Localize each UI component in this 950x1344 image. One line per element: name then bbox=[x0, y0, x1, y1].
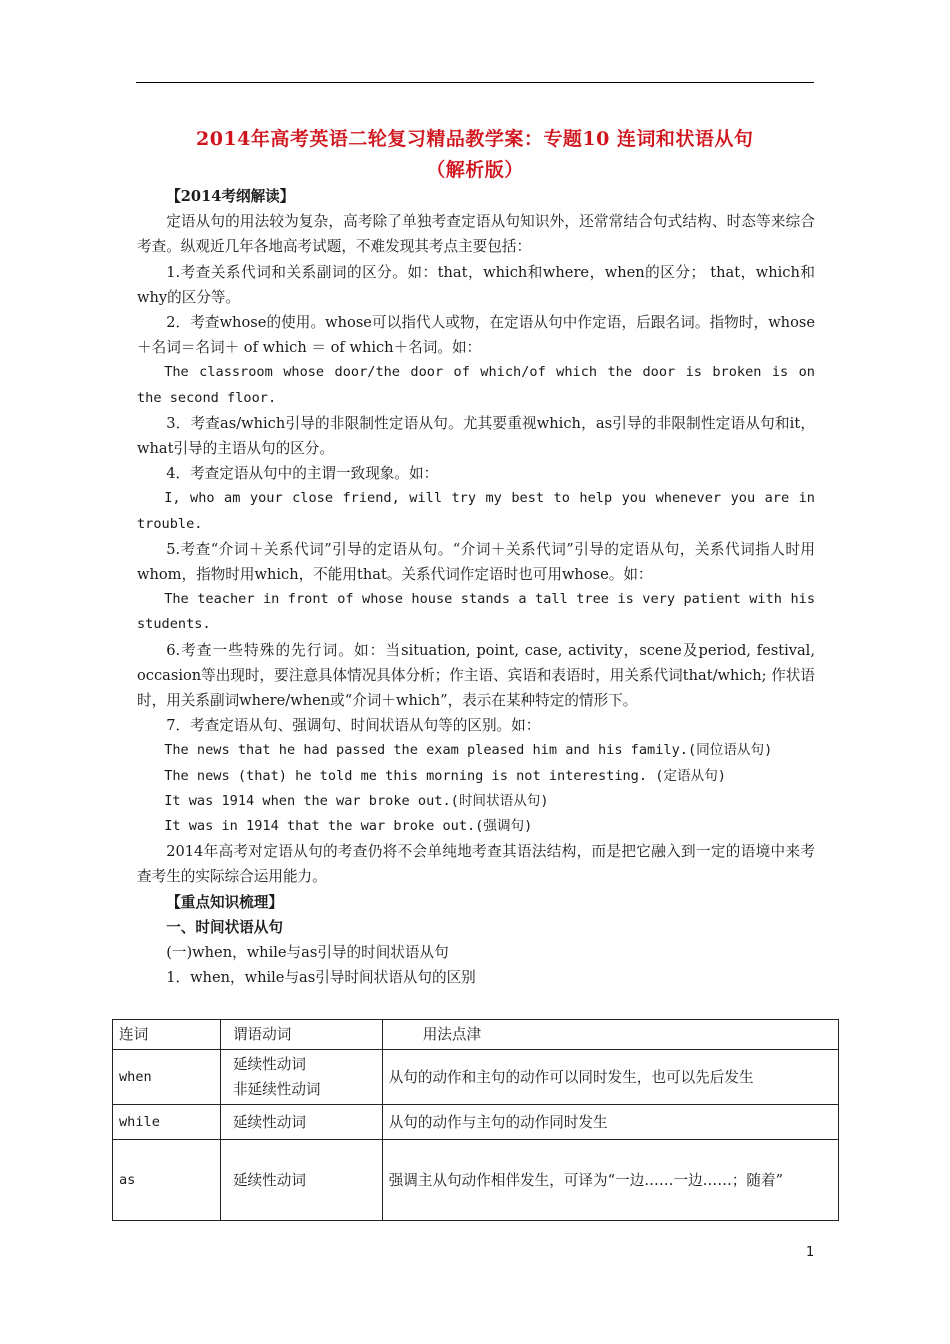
table-header-cell: 用法点津 bbox=[382, 1020, 838, 1050]
document-title: 2014年高考英语二轮复习精品教学案：专题10 连词和状语从句 bbox=[196, 128, 754, 150]
section-heading-syllabus: 【2014考纲解读】 bbox=[166, 188, 295, 205]
point-2: 2．考查whose的使用。whose可以指代人或物，在定语从句中作定语，后跟名词。指物时，whose＋名词＝名词＋ of which ＝ of which＋名词。如： bbox=[137, 314, 815, 357]
example-7a: The news that he had passed the exam pleased him and his family.(同位语从句) bbox=[164, 742, 773, 759]
point-4: 4．考查定语从句中的主谓一致现象。如： bbox=[166, 465, 439, 483]
table-row bbox=[113, 1105, 839, 1140]
example-7b: The news (that) he told me this morning is not interesting. (定语从句) bbox=[164, 767, 726, 784]
table-cell-usage: 从句的动作和主句的动作可以同时发生，也可以先后发生 bbox=[382, 1050, 838, 1105]
header-rule bbox=[136, 82, 814, 83]
point-3: 3．考查as/which引导的非限制性定语从句。尤其要重视which，as引导的非限制性定语从句和it，what引导的主语从句的区分。 bbox=[137, 414, 815, 458]
conjunction-table bbox=[112, 1019, 839, 1221]
point-1: 1.考查关系代词和关系副词的区分。如：that，which和where，when的区分； that，which和why的区分等。 bbox=[137, 263, 815, 306]
table-cell-verb: 延续性动词 bbox=[220, 1140, 382, 1221]
table-cell-conj: when bbox=[113, 1050, 221, 1105]
table-cell-conj: while bbox=[113, 1105, 221, 1140]
page-number: 1 bbox=[806, 1245, 815, 1260]
example-5: The teacher in front of whose house stands a tall tree is very patient with his students. bbox=[137, 591, 815, 633]
subheading-when-while-as: (一)when，while与as引导的时间状语从句 bbox=[166, 944, 449, 962]
example-7c: It was 1914 when the war broke out.(时间状语从句) bbox=[164, 792, 549, 809]
subheading-time-clause: 一、时间状语从句 bbox=[166, 918, 283, 936]
subheading-difference: 1．when，while与as引导时间状语从句的区别 bbox=[166, 969, 476, 987]
section-heading-key-points: 【重点知识梳理】 bbox=[166, 893, 283, 911]
table-header-row bbox=[113, 1020, 839, 1050]
table-cell-usage: 从句的动作与主句的动作同时发生 bbox=[382, 1105, 838, 1140]
table-cell-verb-line: 延续性动词 bbox=[232, 1056, 306, 1073]
table-header-cell: 谓语动词 bbox=[220, 1020, 382, 1050]
table-cell-conj: as bbox=[113, 1140, 221, 1221]
table-cell-verb: 延续性动词 bbox=[220, 1105, 382, 1140]
table-cell-usage: 强调主从句动作相伴发生，可译为“一边……一边……；随着” bbox=[382, 1140, 838, 1221]
document-subtitle: （解析版） bbox=[426, 159, 524, 181]
table-cell-verb-line: 非延续性动词 bbox=[232, 1081, 321, 1098]
example-7d: It was in 1914 that the war broke out.(强调句) bbox=[164, 818, 533, 835]
point-6: 6.考查一些特殊的先行词。如：当situation, point, case, activity，scene及period, festival, occasion等出现时，要注意具体情况具体分析；作主语、宾语和表语时，用关系代词that/which; 作状语时，用关系副词where/when或“介词＋which”，表示在某种特定的情形下。 bbox=[137, 641, 815, 710]
point-7: 7．考查定语从句、强调句、时间状语从句等的区别。如： bbox=[166, 717, 541, 735]
table-header-cell: 连词 bbox=[113, 1020, 221, 1050]
example-4: I, who am your close friend, will try my best to help you whenever you are in trouble. bbox=[137, 490, 815, 532]
example-2: The classroom whose door/the door of which/of which the door is broken is on the second floor. bbox=[137, 364, 815, 406]
document-body bbox=[137, 184, 815, 991]
point-5: 5.考查“介词＋关系代词”引导的定语从句。“介词＋关系代词”引导的定语从句，关系代词指人时用whom，指物时用which，不能用that。关系代词作定语时也可用whose。如： bbox=[137, 540, 815, 584]
summary-paragraph: 2014年高考对定语从句的考查仍将不会单纯地考查其语法结构，而是把它融入到一定的语境中来考查考生的实际综合运用能力。 bbox=[137, 843, 815, 886]
intro-paragraph: 定语从句的用法较为复杂，高考除了单独考查定语从句知识外，还常常结合句式结构、时态等来综合考查。纵观近几年各地高考试题，不难发现其考点主要包括： bbox=[137, 213, 815, 256]
table-cell-verb bbox=[220, 1050, 382, 1105]
table-row bbox=[113, 1050, 839, 1105]
table-row bbox=[113, 1140, 839, 1221]
